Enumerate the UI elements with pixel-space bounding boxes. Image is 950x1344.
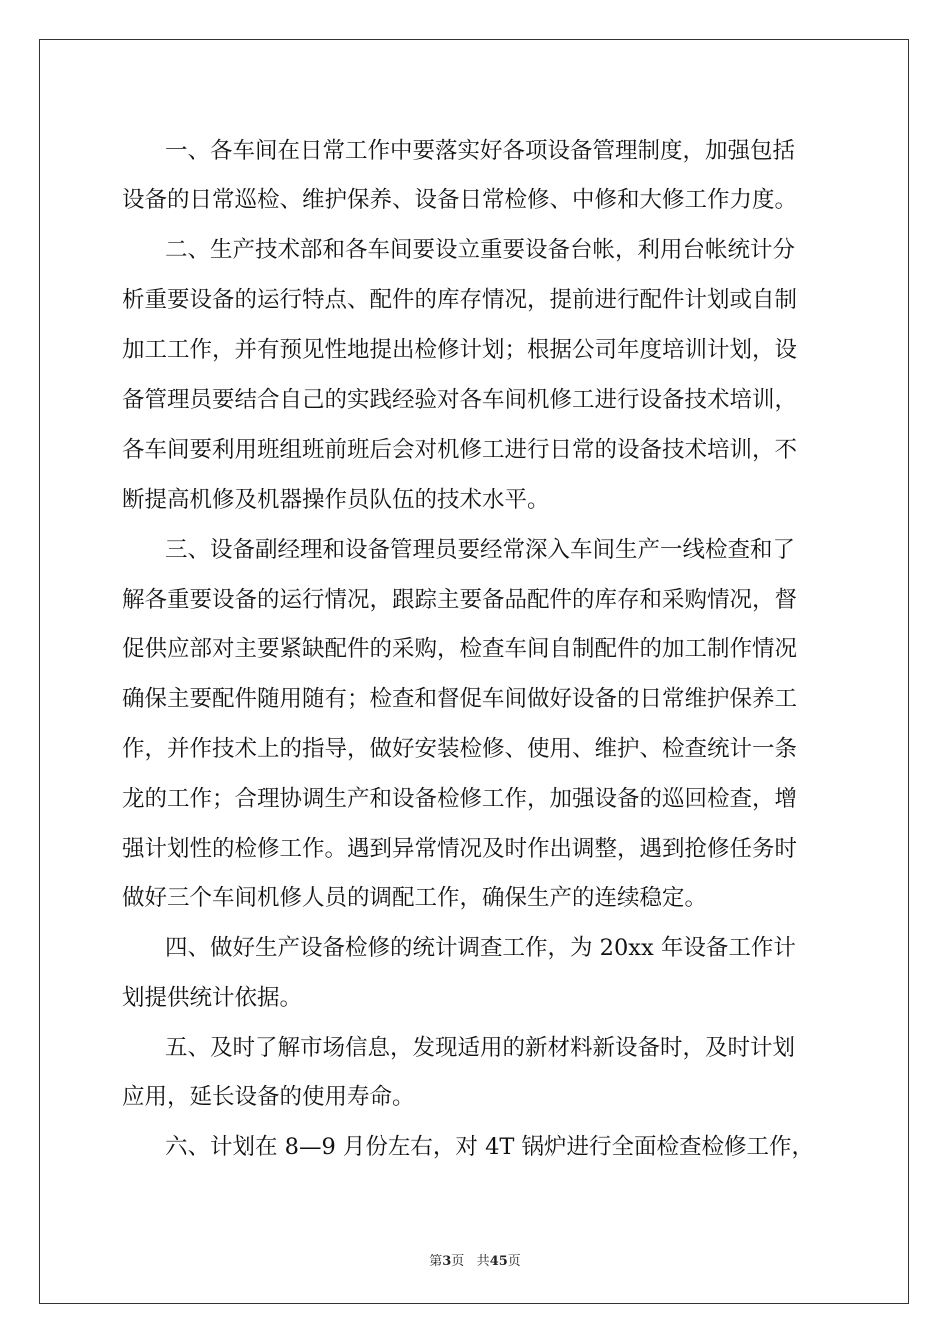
paragraph-line: 强计划性的检修工作。遇到异常情况及时作出调整，遇到抢修任务时 (122, 836, 798, 862)
paragraph-line: 备管理员要结合自己的实践经验对各车间机修工进行设备技术培训， (122, 387, 798, 413)
paragraph-line: 二、生产技术部和各车间要设立重要设备台帐，利用台帐统计分 (165, 237, 796, 263)
paragraph-line: 析重要设备的运行特点、配件的库存情况，提前进行配件计划或自制 (122, 287, 798, 313)
paragraph-line: 断提高机修及机器操作员队伍的技术水平。 (122, 487, 550, 513)
paragraph-line: 各车间要利用班组班前班后会对机修工进行日常的设备技术培训，不 (122, 437, 798, 463)
paragraph-line: 五、及时了解市场信息，发现适用的新材料新设备时，及时计划 (165, 1035, 796, 1061)
paragraph-line: 六、计划在 8—9 月份左右，对 4T 锅炉进行全面检查检修工作， (165, 1134, 815, 1160)
paragraph-line: 确保主要配件随用随有；检查和督促车间做好设备的日常维护保养工 (122, 686, 798, 712)
page-suffix: 页 (451, 1254, 465, 1269)
page-footer (0, 1250, 950, 1269)
paragraph-line: 龙的工作；合理协调生产和设备检修工作，加强设备的巡回检查，增 (122, 786, 798, 812)
total-prefix: 共 (476, 1254, 490, 1269)
paragraph-line: 做好三个车间机修人员的调配工作，确保生产的连续稳定。 (122, 885, 708, 911)
paragraph-line: 一、各车间在日常工作中要落实好各项设备管理制度，加强包括 (165, 138, 796, 164)
paragraph-line: 应用，延长设备的使用寿命。 (122, 1084, 415, 1110)
paragraph-line: 设备的日常巡检、维护保养、设备日常检修、中修和大修工作力度。 (122, 187, 798, 213)
paragraph-line: 促供应部对主要紧缺配件的采购，检查车间自制配件的加工制作情况 (122, 636, 798, 662)
paragraph-line: 加工工作，并有预见性地提出检修计划；根据公司年度培训计划，设 (122, 337, 798, 363)
total-suffix: 页 (507, 1254, 521, 1269)
paragraph-line: 三、设备副经理和设备管理员要经常深入车间生产一线检查和了 (165, 537, 796, 563)
page-border (39, 39, 909, 1304)
page-prefix: 第 (429, 1254, 443, 1269)
total-pages: 45 (489, 1254, 508, 1269)
page-number: 3 (442, 1254, 452, 1269)
paragraph-line: 四、做好生产设备检修的统计调查工作，为 20xx 年设备工作计 (165, 935, 796, 961)
paragraph-line: 划提供统计依据。 (122, 985, 303, 1011)
paragraph-line: 作，并作技术上的指导，做好安装检修、使用、维护、检查统计一条 (122, 736, 798, 762)
paragraph-line: 解各重要设备的运行情况，跟踪主要备品配件的库存和采购情况，督 (122, 587, 798, 613)
